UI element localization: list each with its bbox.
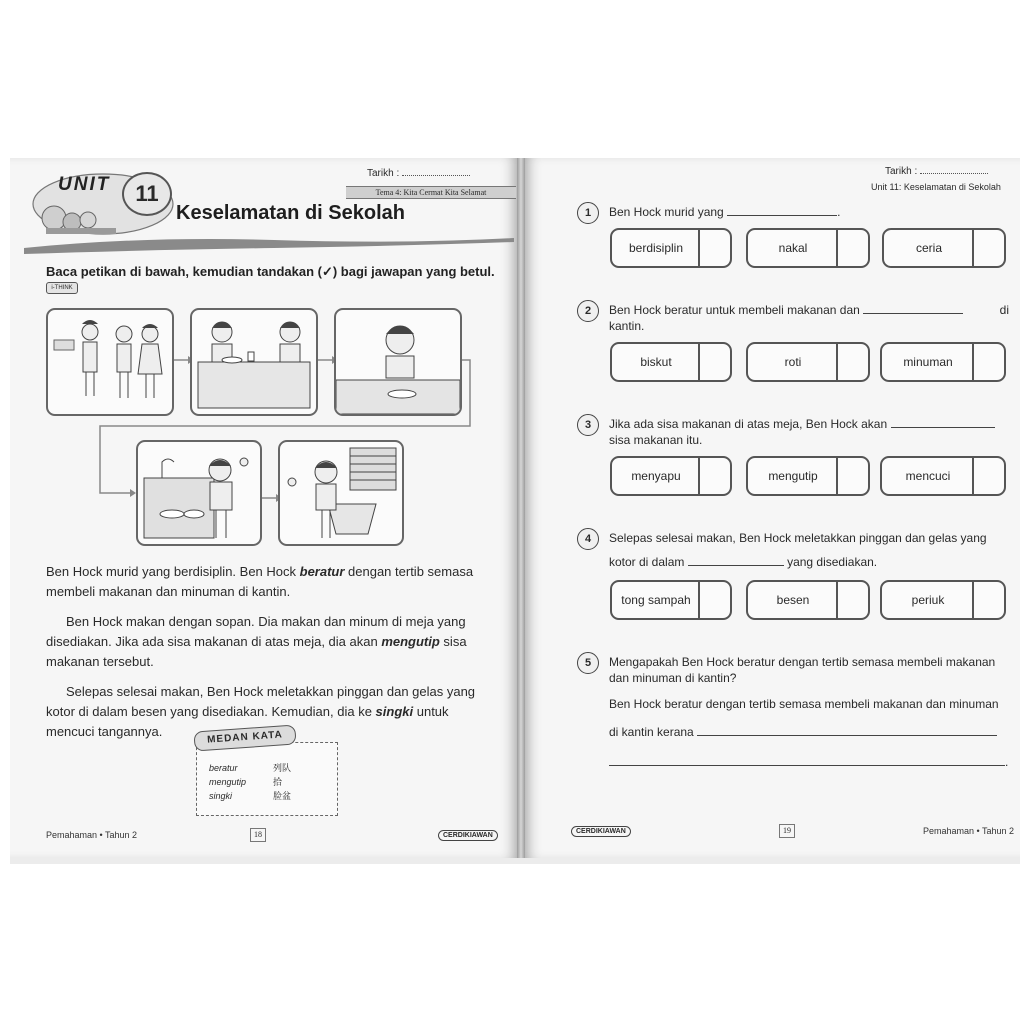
vocab-row: singki 脸盆 [209, 791, 292, 801]
option-mengutip[interactable]: mengutip [746, 456, 870, 496]
eating-illustration [192, 310, 316, 414]
question-3-text: Jika ada sisa makanan di atas meja, Ben Hock akan sisa makanan itu. [609, 416, 1009, 448]
sink-illustration [280, 442, 402, 544]
tick-box[interactable] [836, 230, 868, 266]
footer-right: Pemahaman • Tahun 2 [923, 826, 1015, 836]
question-number: 1 [577, 202, 599, 224]
story-panel-basin [136, 440, 262, 546]
answer-blank[interactable] [891, 427, 995, 428]
ithink-tag: i-THINK [46, 282, 78, 294]
option-mencuci[interactable]: mencuci [880, 456, 1006, 496]
unit-label: UNIT [58, 174, 111, 195]
story-panel-sink [278, 440, 404, 546]
option-periuk[interactable]: periuk [880, 580, 1006, 620]
question-2-text: Ben Hock beratur untuk membeli makanan dan di kantin. [609, 303, 1009, 333]
vocab-list [209, 761, 291, 803]
right-page [525, 158, 1020, 858]
instruction-text: Baca petikan di bawah, kemudian tandakan (✓) bagi jawapan yang betul. [46, 264, 495, 279]
unit-reference: Unit 11: Keselamatan di Sekolah [871, 182, 1001, 192]
option-nakal[interactable]: nakal [746, 228, 870, 268]
answer-line[interactable] [697, 735, 997, 736]
tick-box[interactable] [972, 582, 1004, 618]
story-paragraph-1: Ben Hock murid yang berdisiplin. Ben Hock beratur dengan tertib semasa membeli makanan dan minuman di kantin. [46, 564, 474, 599]
book-gutter [517, 158, 525, 858]
story-panel-eating [190, 308, 318, 416]
vocabulary-title: MEDAN KATA [193, 724, 296, 751]
vocab-row: mengutip 拾 [209, 777, 283, 787]
vocab-row: beratur 列队 [209, 763, 292, 773]
option-biskut[interactable]: biskut [610, 342, 732, 382]
option-besen[interactable]: besen [746, 580, 870, 620]
story-passage [46, 562, 478, 752]
option-roti[interactable]: roti [746, 342, 870, 382]
cleanup-illustration [336, 310, 460, 414]
queue-illustration [48, 310, 172, 414]
question-number: 4 [577, 528, 599, 550]
tick-box[interactable] [972, 230, 1004, 266]
story-panel-queue [46, 308, 174, 416]
vocabulary-box [196, 742, 338, 816]
page-number-left: 18 [250, 828, 266, 842]
question-5-text: Mengapakah Ben Hock beratur dengan tertib semasa membeli makanan dan minuman di kantin? Ben Hock beratur dengan tertib semasa membeli makanan dan minuman di kantin kerana . [609, 655, 1009, 769]
question-1-text: Ben Hock murid yang . [609, 205, 841, 219]
answer-line[interactable] [609, 765, 1005, 766]
title-swoosh-decoration [24, 230, 514, 256]
question-number: 5 [577, 652, 599, 674]
left-page [10, 158, 517, 858]
date-label: Tarikh : [885, 166, 988, 177]
answer-blank[interactable] [688, 565, 784, 566]
option-minuman[interactable]: minuman [880, 342, 1006, 382]
publisher-logo-left: CERDIKIAWAN [438, 830, 498, 841]
publisher-logo-right: CERDIKIAWAN [571, 826, 631, 837]
answer-blank[interactable] [863, 313, 963, 314]
question-number: 3 [577, 414, 599, 436]
page-title: Keselamatan di Sekolah [176, 202, 405, 224]
tick-box[interactable] [836, 582, 868, 618]
story-paragraph-2: Ben Hock makan dengan sopan. Dia makan dan minum di meja yang disediakan. Jika ada sisa makanan di atas meja, dia akan mengutip sisa makanan tersebut. [46, 614, 467, 669]
question-4-text: Selepas selesai makan, Ben Hock meletakkan pinggan dan gelas yang kotor di dalam yang disediakan. [609, 531, 987, 569]
basin-illustration [138, 442, 260, 544]
question-number: 2 [577, 300, 599, 322]
story-paragraph-3: Selepas selesai makan, Ben Hock meletakkan pinggan dan gelas yang kotor di dalam besen yang disediakan. Kemudian, dia ke singki untuk mencuci tangannya. [46, 684, 476, 739]
date-label: Tarikh : [367, 168, 470, 179]
tick-box[interactable] [698, 344, 730, 380]
option-tong-sampah[interactable]: tong sampah [610, 580, 732, 620]
tick-box[interactable] [698, 230, 730, 266]
answer-blank[interactable] [727, 215, 837, 216]
tick-box[interactable] [972, 344, 1004, 380]
story-panel-cleanup [334, 308, 462, 416]
tick-box[interactable] [698, 458, 730, 494]
open-workbook [10, 158, 1020, 864]
unit-number: 11 [122, 172, 172, 216]
page-number-right: 19 [779, 824, 795, 838]
tick-box[interactable] [836, 458, 868, 494]
option-berdisiplin[interactable]: berdisiplin [610, 228, 732, 268]
tick-box[interactable] [698, 582, 730, 618]
footer-left: Pemahaman • Tahun 2 [46, 830, 138, 840]
tick-box[interactable] [972, 458, 1004, 494]
option-ceria[interactable]: ceria [882, 228, 1006, 268]
theme-banner: Tema 4: Kita Cermat Kita Selamat [346, 186, 516, 199]
option-menyapu[interactable]: menyapu [610, 456, 732, 496]
tick-box[interactable] [836, 344, 868, 380]
